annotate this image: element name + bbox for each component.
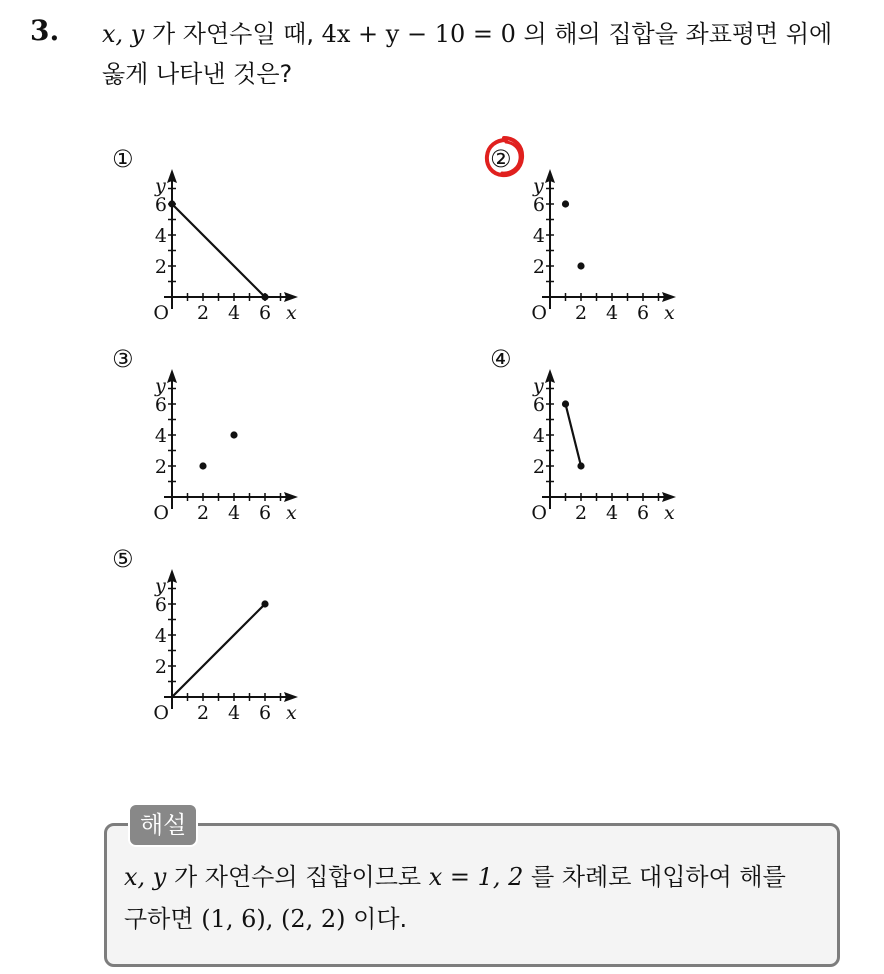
- solution-line-2: [124, 898, 834, 940]
- y-tick-label: 4: [154, 425, 167, 447]
- x-axis-label: x: [664, 502, 675, 524]
- question-variables: x, y: [102, 20, 145, 48]
- question-line-1-suffix: 의 해의 집합을 좌표평면 위에: [515, 20, 833, 48]
- y-tick-label: 2: [154, 656, 167, 678]
- question-number: 3.: [30, 14, 60, 47]
- solution-line-2-a: 구하면: [124, 905, 202, 933]
- graph-segment: [172, 204, 265, 297]
- graph-point: [261, 293, 268, 300]
- y-axis-arrow: [545, 369, 555, 383]
- x-tick-label: 6: [258, 502, 272, 524]
- x-tick-label: 2: [196, 502, 210, 524]
- option-4-graph: [490, 347, 690, 537]
- y-tick-label: 6: [532, 194, 545, 216]
- option-1-graph: [112, 147, 312, 337]
- y-tick-label: 6: [154, 594, 167, 616]
- x-axis-label: x: [286, 302, 297, 324]
- x-axis-arrow: [662, 492, 676, 502]
- y-axis-arrow: [545, 169, 555, 183]
- y-axis-label: y: [155, 375, 166, 397]
- y-tick-label: 4: [532, 425, 545, 447]
- option-5-label: ⑤: [112, 545, 134, 573]
- graph-point: [577, 462, 584, 469]
- graph-point: [168, 200, 175, 207]
- x-tick-label: 2: [196, 702, 210, 724]
- x-tick-label: 4: [605, 502, 619, 524]
- option-4-label: ④: [490, 345, 512, 373]
- x-tick-label: 4: [227, 702, 241, 724]
- x-tick-label: 6: [258, 302, 272, 324]
- x-axis-arrow: [284, 692, 298, 702]
- option-3-label: ③: [112, 345, 134, 373]
- y-tick-label: 2: [154, 256, 167, 278]
- graph-segment: [172, 604, 265, 697]
- y-axis-label: y: [155, 575, 166, 597]
- solution-tag: 해설: [128, 803, 198, 847]
- x-tick-label: 4: [227, 302, 241, 324]
- x-tick-label: 2: [196, 302, 210, 324]
- x-axis-arrow: [662, 292, 676, 302]
- solution-line-1: [124, 856, 834, 898]
- y-tick-label: 2: [154, 456, 167, 478]
- x-axis-arrow: [284, 492, 298, 502]
- y-axis-arrow: [167, 569, 177, 583]
- y-tick-label: 6: [154, 394, 167, 416]
- x-axis-arrow: [284, 292, 298, 302]
- y-tick-label: 2: [532, 456, 545, 478]
- question-line-1: [102, 14, 872, 54]
- x-tick-label: 4: [227, 502, 241, 524]
- option-3-graph: [112, 347, 312, 537]
- solution-line-1-a: 가 자연수의 집합이므로: [166, 863, 429, 891]
- solution-text: [124, 856, 834, 940]
- question-line-1-mid: 가 자연수일 때,: [144, 20, 322, 48]
- solution-line-2-b: 이다.: [345, 905, 408, 933]
- x-tick-label: 6: [258, 702, 272, 724]
- x-axis-label: x: [664, 302, 675, 324]
- x-tick-label: 2: [574, 502, 588, 524]
- answer-circle-mark: [480, 133, 528, 181]
- x-tick-label: 6: [636, 502, 650, 524]
- question-equation: 4x + y − 10 = 0: [321, 20, 516, 48]
- origin-label: O: [153, 502, 169, 524]
- x-axis-label: x: [286, 502, 297, 524]
- y-axis-label: y: [155, 175, 166, 197]
- x-axis-label: x: [286, 702, 297, 724]
- solution-points: (1, 6), (2, 2): [201, 905, 346, 933]
- y-tick-label: 4: [154, 225, 167, 247]
- question-text: [102, 14, 872, 94]
- y-axis-arrow: [167, 169, 177, 183]
- option-5-graph: [112, 547, 312, 737]
- origin-label: O: [153, 302, 169, 324]
- solution-line-1-b: 를 차례로 대입하여 해를: [523, 863, 786, 891]
- option-2-label: ②: [490, 145, 512, 173]
- solution-substitution: x = 1, 2: [428, 863, 524, 891]
- graph-point: [261, 600, 268, 607]
- y-tick-label: 4: [532, 225, 545, 247]
- graph-point: [562, 200, 569, 207]
- y-tick-label: 2: [532, 256, 545, 278]
- y-axis-label: y: [533, 375, 544, 397]
- graph-segment: [566, 404, 582, 466]
- y-tick-label: 6: [154, 194, 167, 216]
- solution-variables: x, y: [124, 863, 167, 891]
- graph-point: [230, 431, 237, 438]
- question-line-2: 옳게 나타낸 것은?: [102, 60, 293, 88]
- graph-point: [199, 462, 206, 469]
- x-tick-label: 2: [574, 302, 588, 324]
- graph-point: [577, 262, 584, 269]
- y-tick-label: 4: [154, 625, 167, 647]
- origin-label: O: [531, 502, 547, 524]
- x-tick-label: 4: [605, 302, 619, 324]
- graph-point: [562, 400, 569, 407]
- y-tick-label: 6: [532, 394, 545, 416]
- y-axis-arrow: [167, 369, 177, 383]
- origin-label: O: [531, 302, 547, 324]
- x-tick-label: 6: [636, 302, 650, 324]
- option-1-label: ①: [112, 145, 134, 173]
- origin-label: O: [153, 702, 169, 724]
- y-axis-label: y: [533, 175, 544, 197]
